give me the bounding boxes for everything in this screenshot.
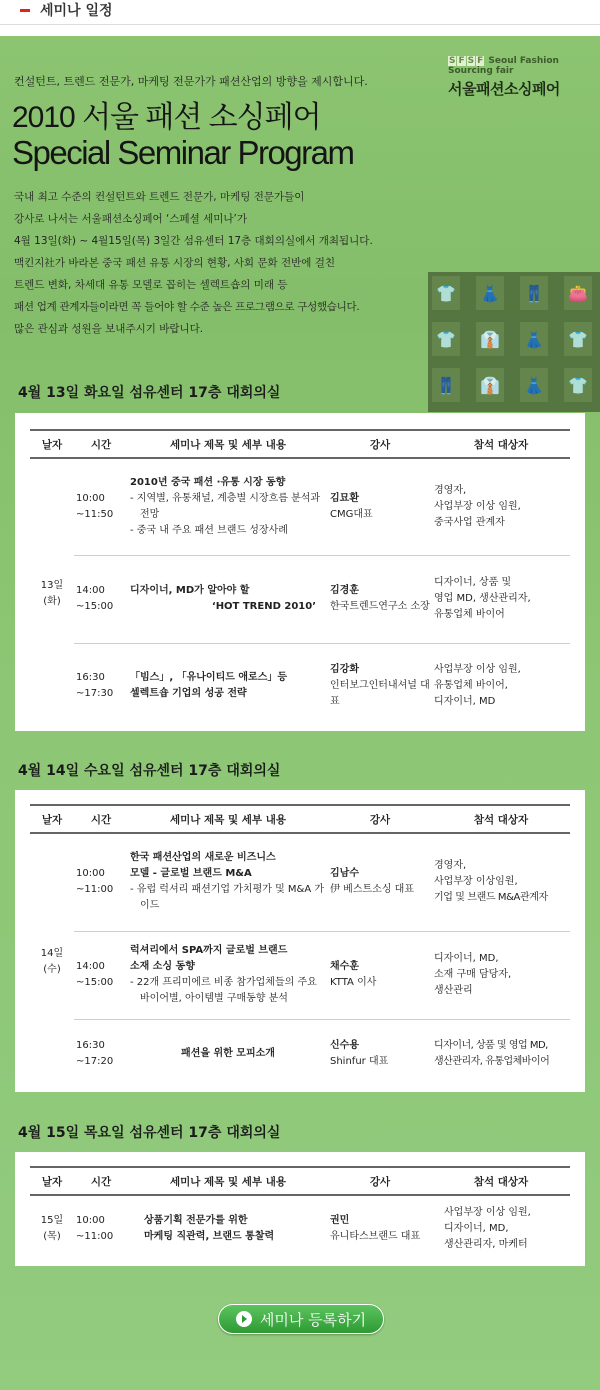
audience-line: 기업 및 브랜드 M&A관계자: [434, 892, 548, 904]
topic-title: 「빔스」, 「유나이티드 애로스」등: [130, 672, 288, 684]
logo-letter: S: [467, 56, 475, 66]
topic-title: 셀렉트숍 기업의 성공 전략: [130, 688, 247, 700]
day-3-title: 4월 15일 목요일 섬유센터 17층 대회의실: [18, 1125, 281, 1141]
audience-line: 사업부장 이상 임원,: [444, 1206, 531, 1218]
table-row: [30, 1195, 570, 1261]
trousers-icon: 👖: [432, 368, 460, 402]
time-start: 16:30: [76, 672, 105, 684]
table-row: [30, 555, 570, 643]
topic-cell: [128, 555, 328, 643]
audience-line: 경영자,: [434, 860, 467, 872]
logo-letter: F: [477, 56, 484, 66]
shirt-icon: 👕: [432, 276, 460, 310]
day-1-title: 4월 13일 화요일 섬유센터 17층 대회의실: [18, 385, 281, 401]
time-start: 16:30: [76, 1040, 105, 1052]
audience-line: 중국사업 관계자: [434, 516, 505, 528]
trousers-icon: 👖: [520, 276, 548, 310]
shirt-icon: 👕: [564, 368, 592, 402]
play-arrow-icon: [236, 1311, 252, 1327]
audience-line: 유통업체 바이어: [434, 609, 505, 620]
table-header-row: [30, 805, 570, 833]
audience-line: 영업 MD, 생산관리자,: [434, 593, 531, 604]
schedule-table: [30, 429, 570, 729]
audience-line: 경영자,: [434, 484, 467, 496]
speaker-name: 김강화: [330, 664, 359, 676]
speaker-cell: [328, 555, 432, 643]
audience-cell: [432, 931, 570, 1019]
speaker-name: 신수용: [330, 1040, 359, 1052]
time-end: ~11:50: [76, 508, 114, 520]
col-topic: 세미나 제목 및 세부 내용: [128, 430, 328, 458]
topic-title: 럭셔리에서 SPA까지 글로벌 브랜드: [130, 945, 288, 956]
time-end: ~15:00: [76, 601, 114, 612]
speaker-name: 김묘환: [330, 492, 359, 504]
topic-detail: - 유럽 럭셔리 패션기업 가치평가 및 M&A 가이드: [130, 884, 325, 912]
topic-cell: [128, 1195, 328, 1261]
time-end: ~11:00: [76, 1230, 114, 1242]
header-dash-icon: [20, 9, 30, 12]
time-cell: [74, 458, 128, 555]
date-day: 13일: [40, 580, 64, 591]
date-day: 14일: [40, 947, 64, 959]
time-end: ~15:00: [76, 977, 114, 988]
audience-line: 디자이너, 상품 및: [434, 577, 512, 588]
audience-line: 사업부장 이상 임원,: [434, 664, 521, 676]
speaker-cell: [328, 1195, 432, 1261]
topic-title: 패션을 위한 모피소개: [181, 1048, 275, 1060]
time-cell: [74, 1019, 128, 1089]
speaker-org: 인터보그인터내셔널 대표: [330, 680, 430, 708]
audience-line: 유통업체 바이어,: [434, 680, 508, 692]
event-title-korean: 2010 서울 패션 소싱페어: [12, 101, 321, 134]
date-weekday: (수): [43, 963, 61, 975]
topic-title: 2010년 중국 패션 ·유통 시장 동향: [130, 476, 286, 488]
table-header-row: [30, 430, 570, 458]
time-end: ~11:00: [76, 884, 114, 896]
col-time: 시간: [74, 1167, 128, 1195]
day-2-panel: [15, 790, 585, 1092]
audience-line: 디자이너, 상품 및 영업 MD,: [434, 1040, 548, 1052]
col-date: 날자: [30, 805, 74, 833]
table-row: [30, 1019, 570, 1089]
table-row: [30, 643, 570, 729]
time-start: 14:00: [76, 961, 105, 972]
topic-detail: - 22개 프리미에르 비종 참가업체들의 주요 바이어별, 아이템별 구매동향 분석: [130, 977, 317, 1004]
col-date: 날자: [30, 1167, 74, 1195]
table-row: [30, 458, 570, 555]
audience-cell: [432, 1019, 570, 1089]
time-start: 10:00: [76, 492, 105, 504]
intro-line: 트렌드 변화, 차세대 유통 모델로 꼽히는 셀렉트숍의 미래 등: [14, 279, 288, 291]
time-cell: [74, 1195, 128, 1261]
dress-icon: 👗: [520, 368, 548, 402]
shirt-icon: 👔: [476, 322, 504, 356]
audience-line: 생산관리: [434, 985, 473, 996]
audience-line: 생산관리자, 마케터: [444, 1238, 528, 1250]
speaker-org: Shinfur 대표: [330, 1056, 389, 1068]
table-row: [30, 931, 570, 1019]
time-end: ~17:20: [76, 1056, 114, 1068]
audience-cell: [432, 643, 570, 729]
speaker-name: 권민: [330, 1214, 350, 1226]
col-time: 시간: [74, 430, 128, 458]
col-audience: 참석 대상자: [432, 1167, 570, 1195]
audience-line: 생산관리자, 유통업체바이어: [434, 1056, 550, 1068]
intro-line: 4월 13일(화) ~ 4월15일(목) 3일간 섬유센터 17층 대회의실에서 개최됩니다.: [14, 235, 373, 247]
col-speaker: 강사: [328, 805, 432, 833]
intro-note: 컨설턴트, 트렌드 전문가, 마케팅 전문가가 패션산업의 방향을 제시합니다.: [14, 75, 368, 88]
time-cell: [74, 643, 128, 729]
col-audience: 참석 대상자: [432, 805, 570, 833]
dress-icon: 👗: [476, 276, 504, 310]
speaker-name: 채수훈: [330, 961, 359, 972]
intro-body: [14, 186, 424, 340]
time-start: 10:00: [76, 868, 105, 880]
col-topic: 세미나 제목 및 세부 내용: [128, 805, 328, 833]
shirt-icon: 👕: [564, 322, 592, 356]
intro-line: 맥킨지社가 바라본 중국 패션 유통 시장의 현황, 사회 문화 전반에 걸친: [14, 257, 336, 269]
audience-line: 소재 구매 담당자,: [434, 969, 512, 980]
date-cell: [30, 833, 74, 1089]
table-row: [30, 833, 570, 931]
logo-letter: S: [449, 56, 456, 66]
audience-line: 디자이너, MD: [434, 696, 496, 708]
speaker-org: 伊 베스트소싱 대표: [330, 884, 414, 896]
day-2-title: 4월 14일 수요일 섬유센터 17층 대회의실: [18, 763, 281, 779]
speaker-org: 유니타스브랜드 대표: [330, 1230, 421, 1242]
speaker-name: 김경훈: [330, 585, 359, 596]
topic-title: 디자이너, MD가 알아야 할: [130, 585, 250, 596]
speaker-org: 한국트렌드연구소 소장: [330, 601, 430, 612]
audience-line: 디자이너, MD,: [444, 1222, 509, 1234]
intro-line: 국내 최고 수준의 컨설턴트와 트렌드 전문가, 마케팅 전문가들이: [14, 191, 305, 203]
topic-title: 한국 패션산업의 새로운 비즈니스: [130, 852, 276, 864]
speaker-org: KTTA 이사: [330, 977, 377, 988]
speaker-name: 김남수: [330, 868, 359, 880]
dress-icon: 👗: [520, 322, 548, 356]
topic-title: 상품기획 전문가를 위한: [144, 1214, 248, 1226]
logo-korean: 서울패션소싱페어: [448, 80, 560, 98]
date-weekday: (목): [43, 1230, 61, 1242]
schedule-table: [30, 804, 570, 1089]
topic-title: 마케팅 직관력, 브랜드 통찰력: [144, 1230, 275, 1242]
sfsf-logo: [448, 56, 588, 96]
time-cell: [74, 555, 128, 643]
topic-cell: [128, 1019, 328, 1089]
page-title: 세미나 일정: [40, 3, 113, 19]
date-cell: [30, 1195, 74, 1261]
event-title-english: Special Seminar Program: [12, 134, 354, 171]
logo-english: Seoul Fashion Sourcing fair: [448, 56, 559, 76]
day-1-panel: [15, 413, 585, 731]
time-start: 14:00: [76, 585, 105, 596]
speaker-cell: [328, 833, 432, 931]
speaker-cell: [328, 931, 432, 1019]
audience-cell: [432, 1195, 570, 1261]
speaker-cell: [328, 458, 432, 555]
col-speaker: 강사: [328, 430, 432, 458]
audience-cell: [432, 458, 570, 555]
topic-cell: [128, 643, 328, 729]
date-day: 15일: [40, 1214, 64, 1226]
audience-line: 디자이너, MD,: [434, 953, 499, 964]
logo-letter: F: [458, 56, 465, 66]
seminar-register-button[interactable]: [218, 1304, 384, 1334]
date-weekday: (화): [43, 596, 61, 607]
intro-line: 강사로 나서는 서울패션소싱페어 ‘스페셜 세미나’가: [14, 213, 248, 225]
topic-title: 모델 - 글로벌 브랜드 M&A: [130, 868, 252, 880]
col-time: 시간: [74, 805, 128, 833]
table-header-row: [30, 1167, 570, 1195]
topic-detail: - 지역별, 유통채널, 계층별 시장흐름 분석과 전망: [130, 492, 321, 520]
intro-line: 패션 업계 관계자들이라면 꼭 들어야 할 수준 높은 프로그램으로 구성했습니다.: [14, 301, 360, 313]
topic-title: 소재 소싱 동향: [130, 961, 195, 972]
header-divider: [0, 24, 600, 25]
audience-line: 사업부장 이상 임원,: [434, 500, 521, 512]
shirt-icon: 👕: [432, 322, 460, 356]
time-end: ~17:30: [76, 688, 114, 700]
wallet-icon: 👛: [564, 276, 592, 310]
page-header: [0, 0, 600, 36]
shirt-icon: 👔: [476, 368, 504, 402]
speaker-cell: [328, 1019, 432, 1089]
topic-cell: [128, 458, 328, 555]
time-cell: [74, 833, 128, 931]
col-date: 날자: [30, 430, 74, 458]
register-label: 세미나 등록하기: [259, 1310, 367, 1329]
clothing-collage-image: [428, 272, 600, 412]
topic-cell: [128, 833, 328, 931]
topic-cell: [128, 931, 328, 1019]
audience-cell: [432, 833, 570, 931]
col-topic: 세미나 제목 및 세부 내용: [128, 1167, 328, 1195]
intro-line: 많은 관심과 성원을 보내주시기 바랍니다.: [14, 323, 204, 335]
time-cell: [74, 931, 128, 1019]
time-start: 10:00: [76, 1214, 105, 1226]
speaker-cell: [328, 643, 432, 729]
col-audience: 참석 대상자: [432, 430, 570, 458]
schedule-table: [30, 1166, 570, 1261]
day-3-panel: [15, 1152, 585, 1266]
date-cell: [30, 458, 74, 729]
topic-title: ‘HOT TREND 2010’: [211, 601, 316, 612]
audience-line: 사업부장 이상임원,: [434, 876, 518, 888]
topic-detail: - 중국 내 주요 패션 브랜드 성장사례: [130, 524, 288, 536]
audience-cell: [432, 555, 570, 643]
col-speaker: 강사: [328, 1167, 432, 1195]
speaker-org: CMG대표: [330, 508, 373, 520]
